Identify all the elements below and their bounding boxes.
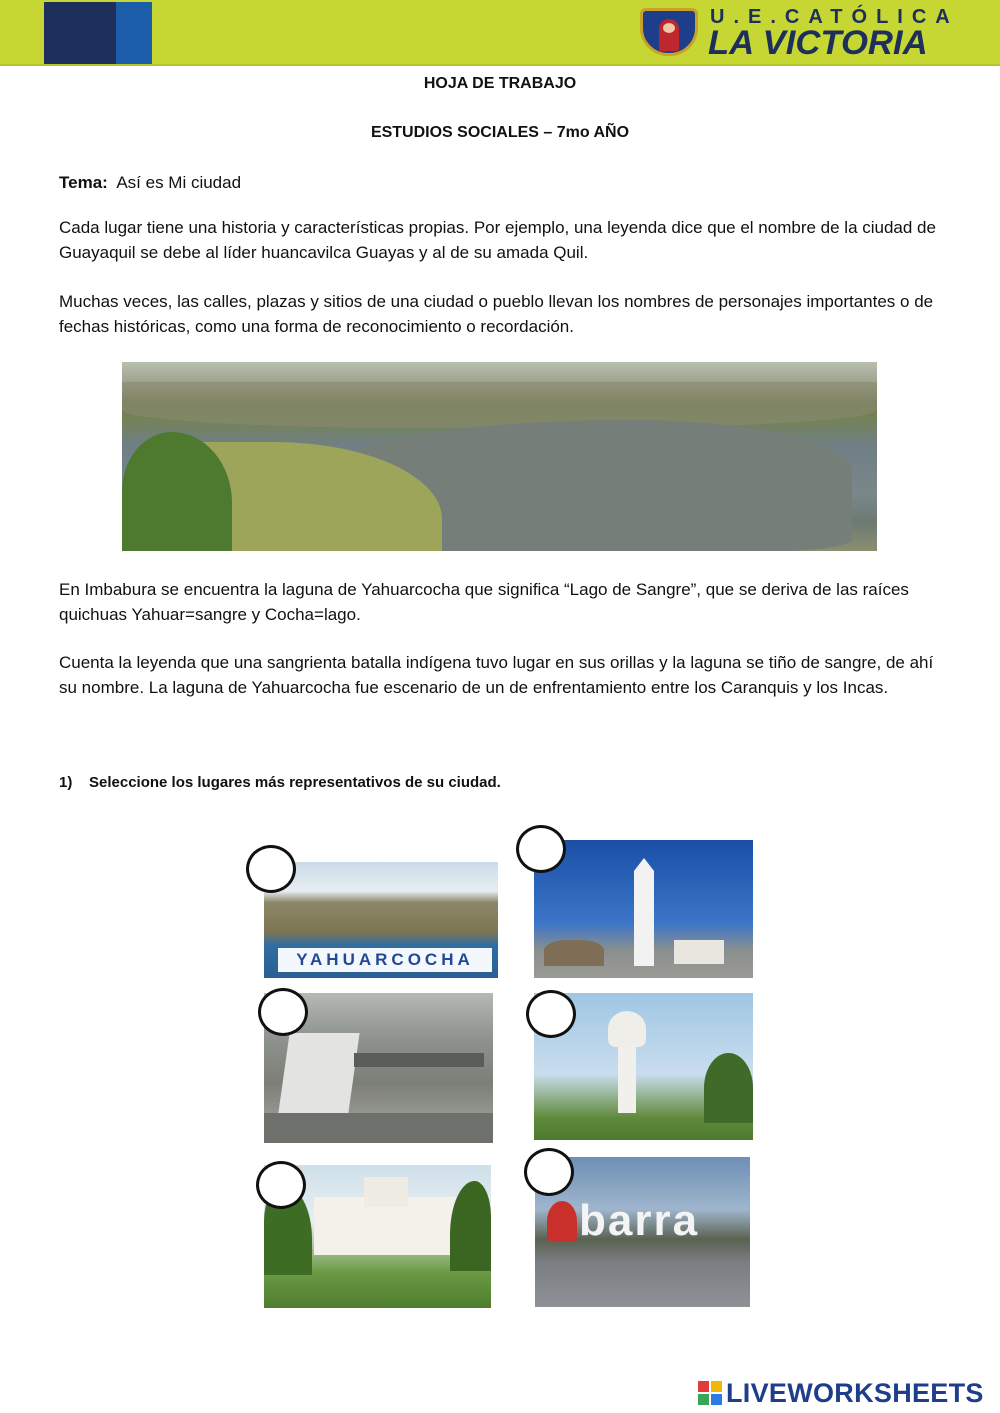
paragraph-3: En Imbabura se encuentra la laguna de Yahuarcocha que significa “Lago de Sangre”, que se deriva de las raíces quichuas Yahuar=sangre y Cocha=lago. [59, 580, 909, 624]
yahuarcocha-sign-text: YAHUARCOCHA [278, 948, 492, 972]
paragraph-2: Muchas veces, las calles, plazas y sitios de una ciudad o pueblo llevan los nombres de personajes importantes o de fechas históricas, como una forma de reconocimiento o recordación. [59, 292, 934, 336]
topic-label: Tema: [59, 173, 108, 192]
liveworksheets-logo [698, 1378, 984, 1408]
school-name-line2: LA VICTORIA [708, 24, 928, 62]
header-stripe-navy [44, 2, 116, 64]
school-shield-icon [640, 8, 698, 56]
photo-yahuarcocha [264, 862, 498, 978]
topic-value: Así es Mi ciudad [116, 173, 242, 192]
select-circle-ibarra-sign[interactable] [524, 1148, 574, 1196]
paragraph-1: Cada lugar tiene una historia y características propias. Por ejemplo, una leyenda dice que el nombre de la ciudad de Guayaquil se debe al líder huancavilca Guayas y al de su amada Quil. [59, 218, 936, 262]
ibarra-sign-text: barra [579, 1196, 700, 1245]
question-number: 1) [59, 774, 73, 791]
question-text: Seleccione los lugares más representativos de su ciudad. [89, 774, 501, 791]
question-1 [59, 774, 501, 791]
select-circle-airport[interactable] [258, 988, 308, 1036]
select-circle-statue[interactable] [526, 990, 576, 1038]
liveworksheets-brand: LIVEWORKSHEETS [726, 1377, 984, 1408]
liveworksheets-icon [698, 1381, 722, 1405]
page-subtitle: ESTUDIOS SOCIALES – 7mo AÑO [370, 124, 630, 141]
header-stripe-blue [116, 2, 152, 64]
page-title: HOJA DE TRABAJO [423, 75, 577, 92]
select-circle-yahuarcocha[interactable] [246, 845, 296, 893]
yahuarcocha-panorama-image [122, 362, 877, 551]
header-bar [0, 0, 1000, 66]
topic-line [59, 170, 939, 195]
select-circle-obelisk[interactable] [516, 825, 566, 873]
select-circle-colonial-building[interactable] [256, 1161, 306, 1209]
school-name-line1: U.E.CATÓLICA [710, 6, 959, 28]
photo-obelisk [534, 840, 753, 978]
paragraph-4: Cuenta la leyenda que una sangrienta batalla indígena tuvo lugar en sus orillas y la laguna se tiño de sangre, de ahí su nombre. La laguna de Yahuarcocha fue escenario de un de enfrentamiento entre los Caranquis y los Incas. [59, 653, 934, 697]
